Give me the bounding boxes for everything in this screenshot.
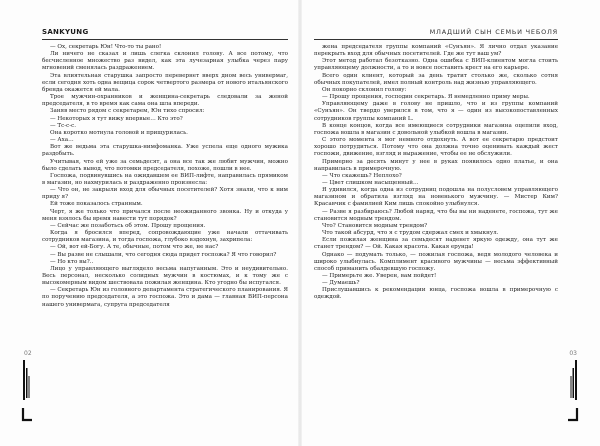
paragraph: — Некоторых я тут вижу впервые… Кто это? xyxy=(50,115,183,122)
paragraph: Трое мужчин-охранников и женщина-секретарь следовали за женой председателя, в то время как сама она шла впереди. xyxy=(42,94,288,108)
right-page-number: 03 xyxy=(569,350,577,357)
paragraph: С этого момента я мог немного отдохнуть. А вот ее секретарю предстоит хорошо потрудиться. Потому что она должна точно оценивать каждый жест госпожи, движение, взгляд и выражение, чтобы ее не обслужили. xyxy=(314,137,558,158)
paragraph: Я удивился, когда одна из сотрудниц подошла на полусловем управляющего магазином и обратила взгляд на новенького мужчину. — Мистер Ким? Красавчик с фамилией Ким лишь спокойно улыбнулся. xyxy=(314,187,558,208)
paragraph: В конце концов, когда все имеющиеся сотрудники магазина оцепили вход, госпожа вошла в магазин с довольной улыбкой вошла в магазин. xyxy=(314,122,558,136)
paragraph: Черт, я же только что причался после неожиданного звонка. Ну и откуда у меня взялось бы время навести тут порядок? xyxy=(42,208,288,222)
right-page-ornament-icon xyxy=(566,358,580,428)
paragraph: Госпожа, подвинувшись на ожидавшем ее ВИП-лифте, направилась прямиком в магазин, но нахмурилась и раздраженно произнесла: xyxy=(42,172,288,186)
paragraph: — Примерьте же. Уверен, вам пойдет! xyxy=(322,273,437,279)
left-page-number: 02 xyxy=(24,350,32,357)
paragraph: Она коротко мотнула головой и прищурилась. xyxy=(50,129,188,136)
paragraph: Лицо у управляющего выглядело весьма напуганным. Это и неудивительно. Весь персонал, несколько солидных мужчин в костюмах, и к тому же с высокомерным видом шествовала пожилая женщина. Кто угодно бы испугался. xyxy=(42,265,288,287)
paragraph: Управляющему даже в голову не пришло, что и из группы компаний «Сунъян». Он твердо уверился в том, что я — один из высокопоставленных сотрудников группы компаний L. xyxy=(314,101,558,122)
paragraph: — Что скажешь? Неплохо? xyxy=(322,172,402,179)
paragraph: Прислушавшись к рекомендации юнца, госпожа вошла в примерочную с одеждой. xyxy=(314,287,558,301)
paragraph: — Цвет слишком насыщенный… xyxy=(322,179,419,186)
paragraph: Если пожилая женщина за семьдесят наденет яркую одежду, она тут же станет трендом? — Ой. Какая красота. Какая ерунда! xyxy=(314,237,558,251)
left-running-head: SANKYUNG xyxy=(42,28,89,36)
paragraph: жена председателя группы компаний «Сунъян». Я лично отдал указание перекрыть вход для обычных посетителей. Где же тут ваш ум? xyxy=(314,44,558,58)
paragraph: — Ой, вот ей-Богу. А те, обычные, потом что же, не нас? xyxy=(50,244,219,251)
paragraph: Что такой абсурд, что я с трудом сдержал смех и хмыкнул. xyxy=(322,230,499,237)
paragraph: Что? Становится модным трендом? xyxy=(322,222,428,229)
paragraph: Учитывая, что ей уже за семьдесят, а она все так же любит мужчин, можно было сделать вывод, что потомки председателя, похоже, пошли в нее. xyxy=(42,158,288,172)
paragraph: — Ох, секретарь Юн! Что-то ты рано! xyxy=(50,44,162,50)
paragraph: Эта влиятельная старушка запросто перевернет вверх дном весь универмаг, если сегодня хоть одна вещица сорок четвертого размера от нового итальянского бренда окажется ей мала. xyxy=(42,72,288,93)
paragraph: — Аха… xyxy=(50,137,74,144)
paragraph: — Секретарь Юн из головного департамента стратегического планирования. Я по поручению председателя, а это госпожа. Это и дама — главная ВИП-персона нашего универмага, супруга председателя xyxy=(42,287,288,308)
left-header-rule xyxy=(42,39,288,40)
paragraph: — Разве я разбираюсь? Любой наряд, что бы вы ни наденете, госпожа, тут же становится модным трендом. xyxy=(314,208,558,222)
left-page-ornament-icon xyxy=(20,358,34,428)
left-page xyxy=(0,0,298,446)
paragraph: Когда я бросился вперед, сопровождающие уже начали оттачивать сотрудников магазина, и тогда госпожа, глубоко вздохнув, захрипела: xyxy=(42,230,288,244)
paragraph: Всего один клиент, который за день тратит столько же, сколько сотня обычных покупателей, имел полный контроль над жизнью управляющего. xyxy=(314,72,558,86)
paragraph: Ей тоже показалось странным. xyxy=(50,201,143,208)
paragraph: Заняв место рядом с секретарем, Юн тихо спросил: xyxy=(50,108,205,115)
paragraph: — Но кто вы?.. xyxy=(50,258,94,265)
right-running-head: МЛАДШИЙ СЫН СЕМЬИ ЧЕБОЛЯ xyxy=(429,28,558,36)
paragraph: — Прошу прощения, господин секретарь. Я немедленно приму меры. xyxy=(322,94,530,101)
paragraph: — Думаешь? xyxy=(322,280,360,287)
paragraph: Вот же ведьма эта старушка-нимфоманка. Уже успела еще одного мужика раздобыть. xyxy=(42,144,288,158)
right-page-text xyxy=(314,44,558,302)
paragraph: — Тс-с-с. xyxy=(50,122,77,129)
paragraph: — Что он, не закрыли вход для обычных посетителей? Хотя знали, что к ним приду я? xyxy=(42,187,288,201)
paragraph: — Сейчас же позаботьсь об этом. Прошу прощения. xyxy=(50,222,206,229)
paragraph: Ли ничего не сказал и лишь слегка склонил голову. А все потому, что бесчисленное множество раз видел, как эта лучезарная улыбка через пару мгновений сменялась раздражением. xyxy=(42,51,288,72)
paragraph: — Вы разве не слышали, что сегодня сюда придет госпожа? Я что говорил? xyxy=(50,251,277,258)
right-header-rule xyxy=(314,39,558,40)
left-page-text xyxy=(42,44,288,309)
paragraph: Этот метод работал безотказно. Одна ошибка с ВИП-клиентом могла стоить управляющему должности, а то и вовсе поставить крест на его карьере. xyxy=(314,58,558,72)
paragraph: Он покорно склонил голову: xyxy=(322,86,407,93)
right-page xyxy=(302,0,600,446)
paragraph: Примерно за десять минут у нее в руках появилось одно платье, и она направилась в примерочную. xyxy=(314,158,558,172)
paragraph: Однако — подумать только, — пожилая госпожа, ведя молодого человека и широко улыбнулась. Комплимент красивого мужчины — весьма эффективный способ приманить обалдевшую госпожу. xyxy=(314,251,558,272)
